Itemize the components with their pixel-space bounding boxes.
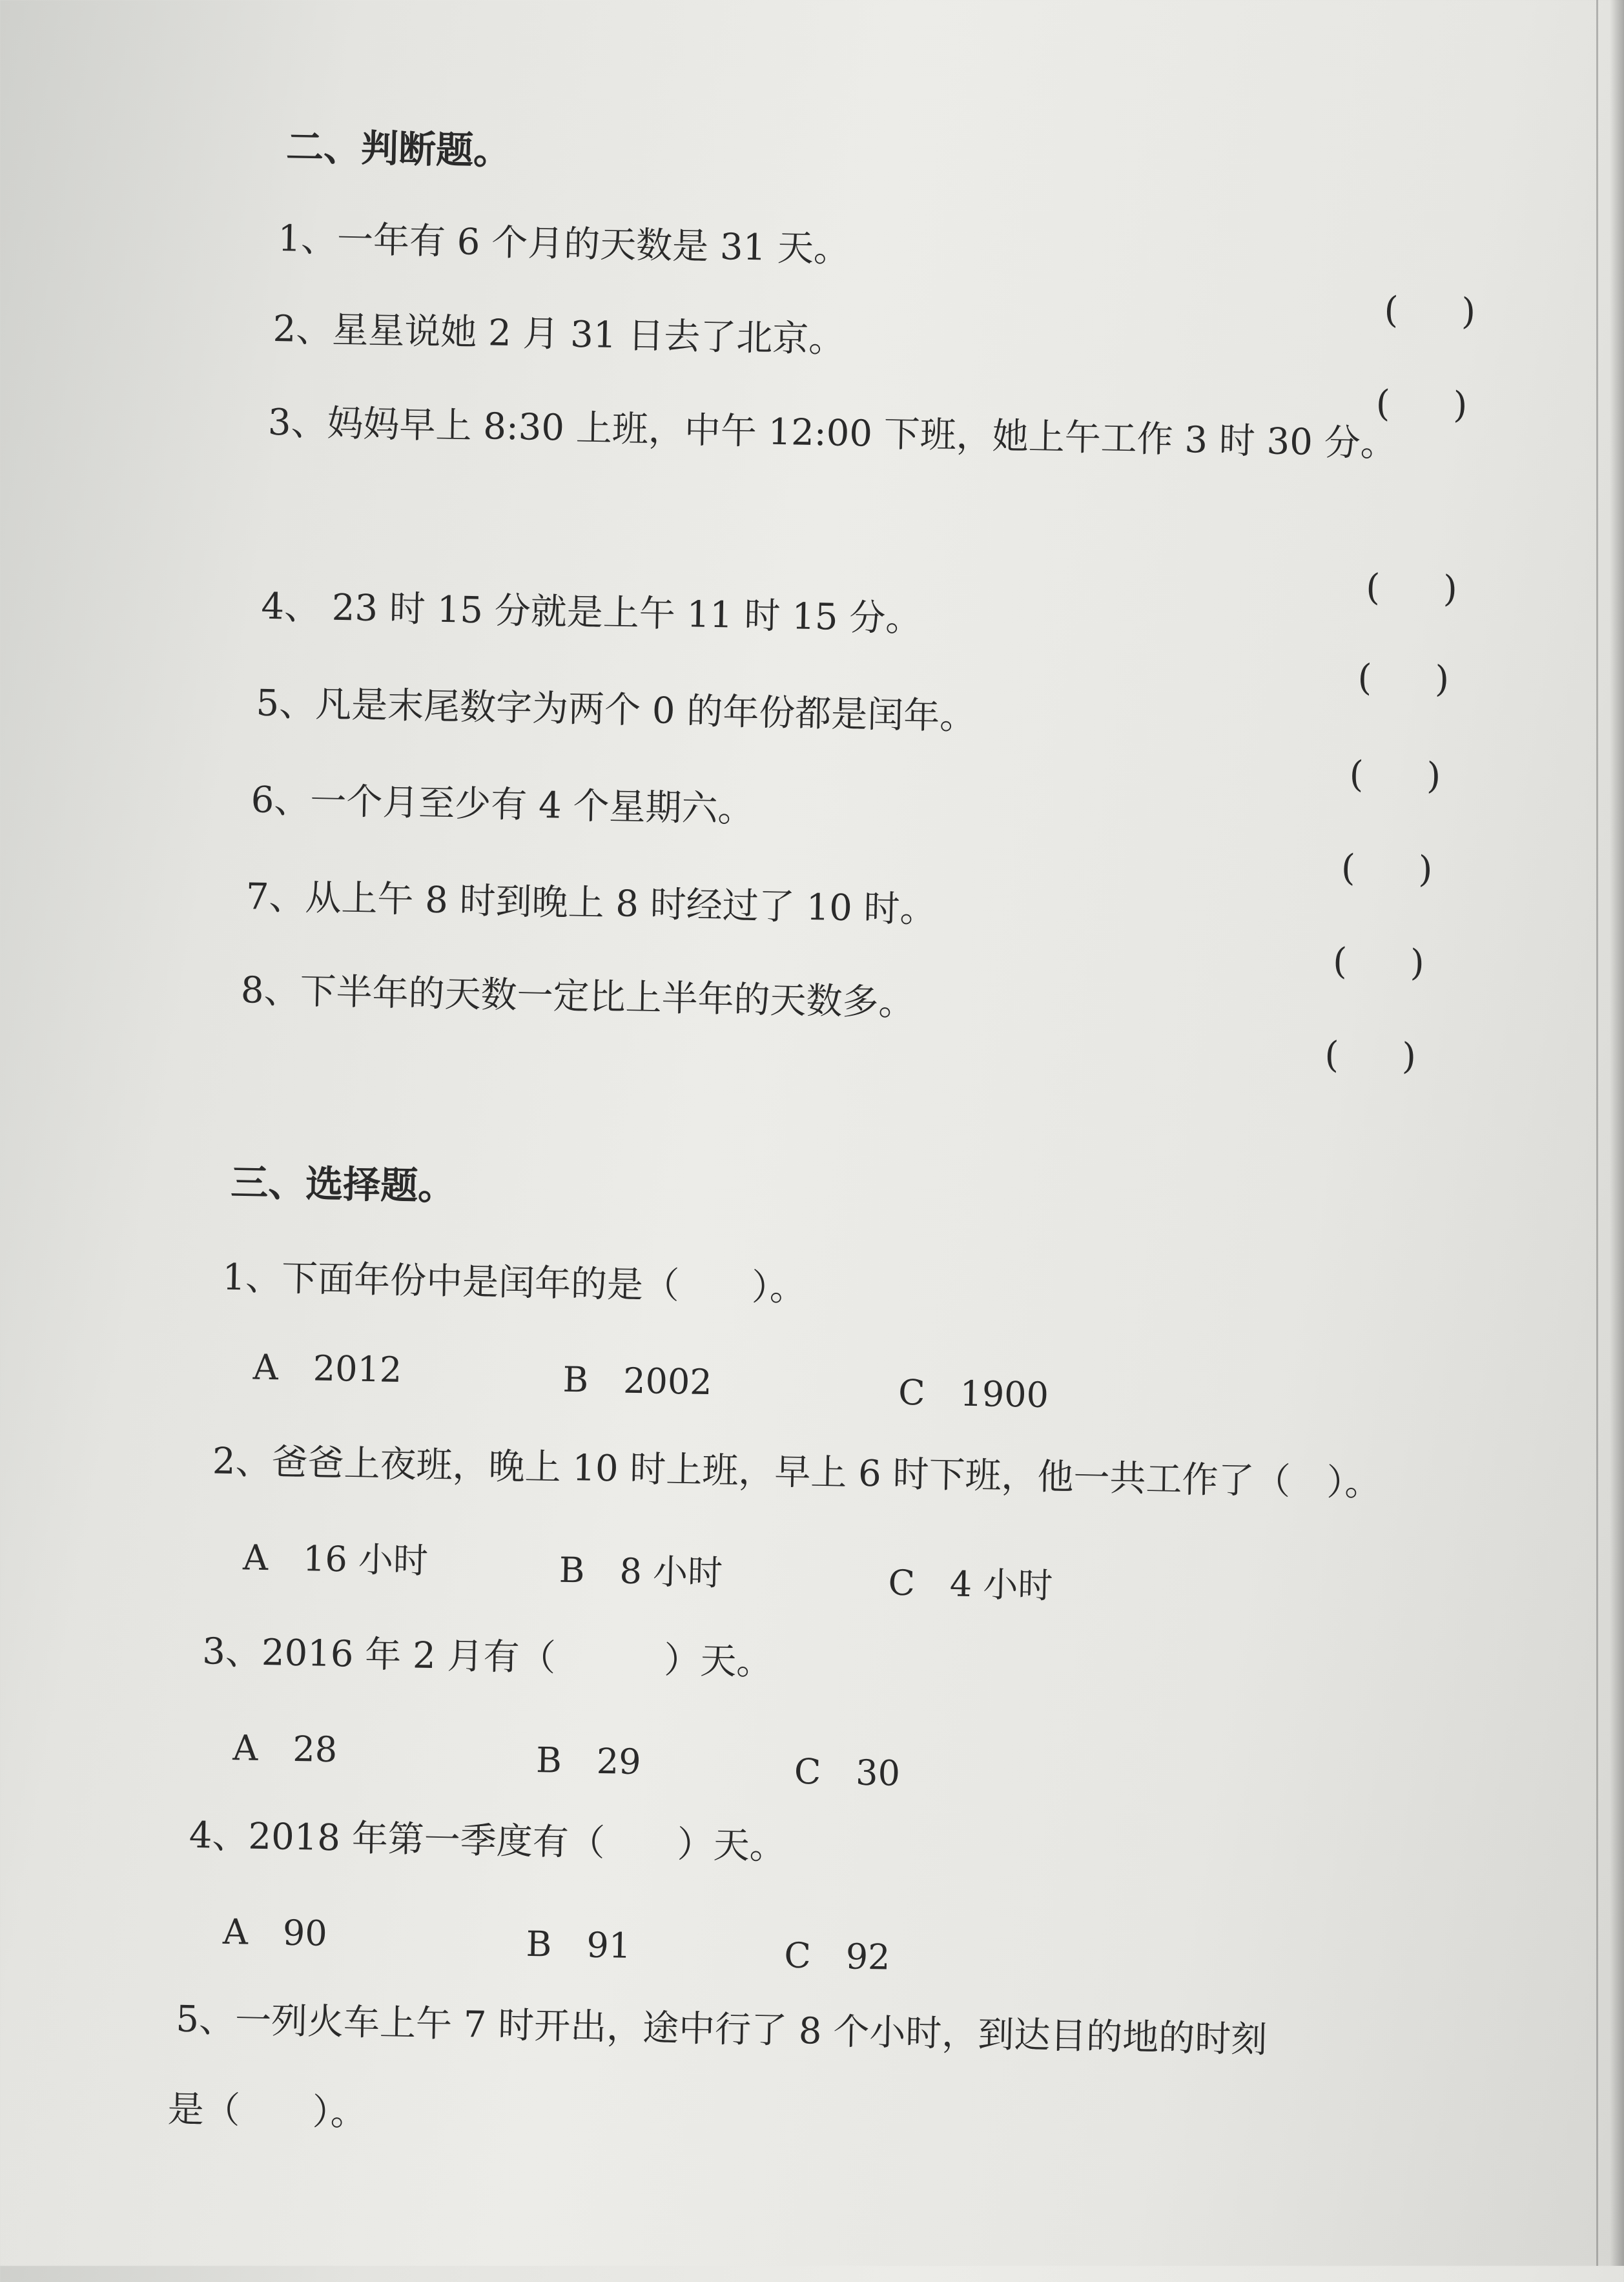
choice-4-option-a[interactable]: A 90 xyxy=(222,1911,328,1954)
section-heading-choice: 三、选择题。 xyxy=(230,1160,456,1209)
answer-paren-8[interactable]: ( ) xyxy=(1324,1034,1443,1078)
answer-paren-5[interactable]: ( ) xyxy=(1349,753,1467,798)
choice-1-option-a[interactable]: A 2012 xyxy=(252,1346,402,1390)
choice-question-3: 3、2016 年 2 月有（ ）天。 xyxy=(201,1630,774,1684)
judgment-item-5: 5、凡是末尾数字为两个 0 的年份都是闰年。 xyxy=(255,682,976,738)
choice-question-2: 2、爸爸上夜班，晚上 10 时上班，早上 6 时下班，他一共工作了（ ）。 xyxy=(212,1440,1382,1505)
judgment-item-8: 8、下半年的天数一定比上半年的天数多。 xyxy=(240,969,916,1025)
judgment-item-2: 2、星星说她 2 月 31 日去了北京。 xyxy=(272,307,845,361)
choice-question-5: 5、一列火车上午 7 时开出，途中行了 8 个小时，到达目的地的时刻 xyxy=(175,1998,1268,2061)
answer-paren-4[interactable]: ( ) xyxy=(1357,657,1475,701)
choice-2-option-a[interactable]: A 16 小时 xyxy=(242,1537,429,1581)
judgment-item-7: 7、从上午 8 时到晚上 8 时经过了 10 时。 xyxy=(245,876,937,931)
judgment-item-3: 3、妈妈早上 8:30 上班，中午 12:00 下班，她上午工作 3 时 30 分。 xyxy=(267,401,1397,466)
choice-4-option-b[interactable]: B 91 xyxy=(526,1923,632,1966)
choice-question-4: 4、2018 年第一季度有（ ）天。 xyxy=(189,1814,786,1868)
judgment-item-6: 6、一个月至少有 4 个星期六。 xyxy=(251,779,755,831)
judgment-item-1: 1、一年有 6 个月的天数是 31 天。 xyxy=(277,217,850,271)
choice-2-option-c[interactable]: C 4 小时 xyxy=(888,1562,1054,1607)
choice-question-5-cont: 是（ ）。 xyxy=(167,2088,367,2135)
choice-1-option-b[interactable]: B 2002 xyxy=(562,1359,713,1403)
answer-paren-7[interactable]: ( ) xyxy=(1332,940,1451,985)
choice-1-option-c[interactable]: C 1900 xyxy=(898,1372,1049,1416)
answer-paren-2[interactable]: ( ) xyxy=(1375,382,1494,427)
choice-4-option-c[interactable]: C 92 xyxy=(783,1935,891,1978)
answer-paren-1[interactable]: ( ) xyxy=(1383,289,1502,334)
section-heading-judgment: 二、判断题。 xyxy=(285,125,511,173)
choice-question-1: 1、下面年份中是闰年的是（ ）。 xyxy=(221,1256,807,1310)
choice-2-option-b[interactable]: B 8 小时 xyxy=(559,1549,723,1594)
choice-3-option-c[interactable]: C 30 xyxy=(794,1751,901,1794)
answer-paren-3[interactable]: ( ) xyxy=(1365,566,1484,611)
answer-paren-6[interactable]: ( ) xyxy=(1341,847,1459,892)
choice-3-option-a[interactable]: A 28 xyxy=(232,1727,338,1771)
choice-3-option-b[interactable]: B 29 xyxy=(535,1740,642,1783)
judgment-item-4: 4、 23 时 15 分就是上午 11 时 15 分。 xyxy=(260,585,922,641)
